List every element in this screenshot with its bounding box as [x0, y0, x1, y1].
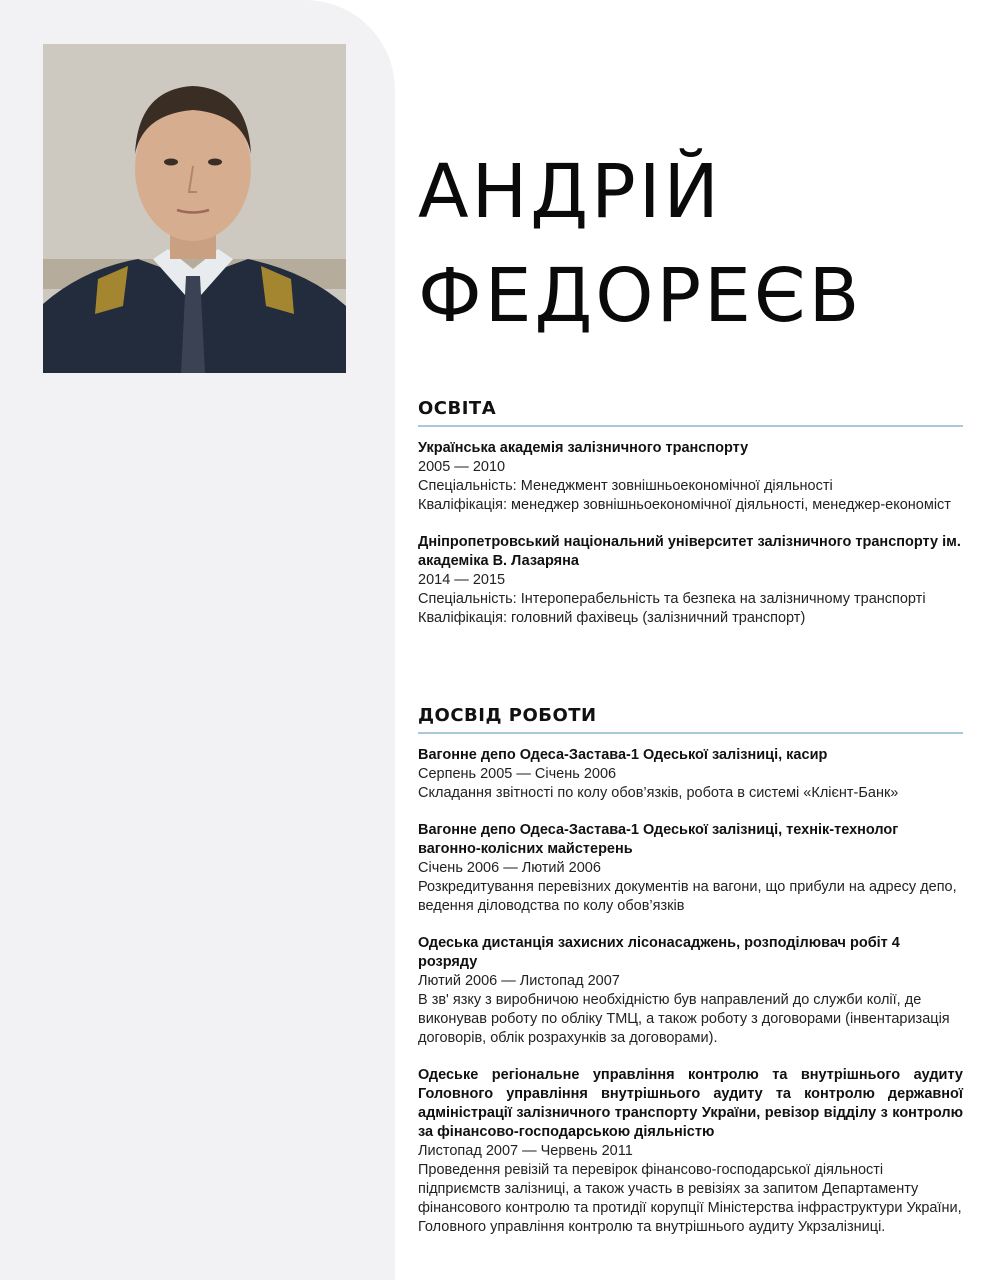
- education-specialty: Спеціальність: Інтероперабельність та безпека на залізничному транспорті: [418, 591, 926, 607]
- person-name: [418, 140, 862, 348]
- job-position: Вагонне депо Одеса-Застава-1 Одеської залізниці, технік-технолог вагонно-колісних майстерень: [418, 822, 899, 857]
- first-name: АНДРІЙ: [418, 149, 722, 235]
- job-period: Лютий 2006 — Листопад 2007: [418, 973, 620, 989]
- institution-name: Українська академія залізничного транспорту: [418, 440, 749, 456]
- portrait-illustration: [43, 44, 346, 373]
- education-years: 2014 — 2015: [418, 572, 506, 588]
- education-qualification: Кваліфікація: головний фахівець (залізничний транспорт): [418, 610, 806, 626]
- job-period: Серпень 2005 — Січень 2006: [418, 766, 617, 782]
- job-entry: [418, 746, 963, 803]
- education-years: 2005 — 2010: [418, 459, 506, 475]
- job-position: Одеське регіональне управління контролю та внутрішнього аудиту Головного управління внутрішнього аудиту та контролю державної адміністрації залізничного транспорту України, ревізор відділу з контролю за фінансово-господарською діяльністю: [418, 1067, 963, 1140]
- education-heading: ОСВІТА: [418, 398, 963, 427]
- job-entry: [418, 934, 963, 1048]
- job-position: Вагонне депо Одеса-Застава-1 Одеської залізниці, касир: [418, 747, 828, 763]
- job-period: Січень 2006 — Лютий 2006: [418, 860, 601, 876]
- experience-section: [418, 705, 963, 1237]
- job-description: В зв' язку з виробничою необхідністю був направлений до служби колії, де виконував роботу по обліку ТМЦ, а також роботу з договорами (інвентаризація договорів, облік розрахунків за договорами).: [418, 992, 950, 1046]
- education-qualification: Кваліфікація: менеджер зовнішньоекономічної діяльності, менеджер-економіст: [418, 497, 951, 513]
- job-entry: [418, 821, 963, 916]
- job-period: Листопад 2007 — Червень 2011: [418, 1143, 633, 1159]
- job-description: Складання звітності по колу обов’язків, робота в системі «Клієнт-Банк»: [418, 785, 899, 801]
- job-entry: [418, 1066, 963, 1237]
- education-entry: [418, 533, 963, 628]
- education-entry: [418, 439, 963, 515]
- last-name: ФЕДОРЕЄВ: [418, 253, 863, 339]
- institution-name: Дніпропетровський національний університет залізничного транспорту ім. академіка В. Лазаряна: [418, 534, 961, 569]
- profile-photo: [43, 44, 346, 373]
- job-description: Проведення ревізій та перевірок фінансово-господарської діяльності підприємств залізниці, а також участь в ревізіях за запитом Департаменту фінансового контролю та протидії корупції Міністерства інфраструктури України, Головного управління контролю та внутрішнього аудиту Укрзалізниці.: [418, 1162, 962, 1235]
- education-section: [418, 398, 963, 628]
- education-specialty: Спеціальність: Менеджмент зовнішньоекономічної діяльності: [418, 478, 833, 494]
- experience-heading: ДОСВІД РОБОТИ: [418, 705, 963, 734]
- job-position: Одеська дистанція захисних лісонасаджень, розподілювач робіт 4 розряду: [418, 935, 900, 970]
- job-description: Розкредитування перевізних документів на вагони, що прибули на адресу депо, ведення діловодства по колу обов’язків: [418, 879, 957, 914]
